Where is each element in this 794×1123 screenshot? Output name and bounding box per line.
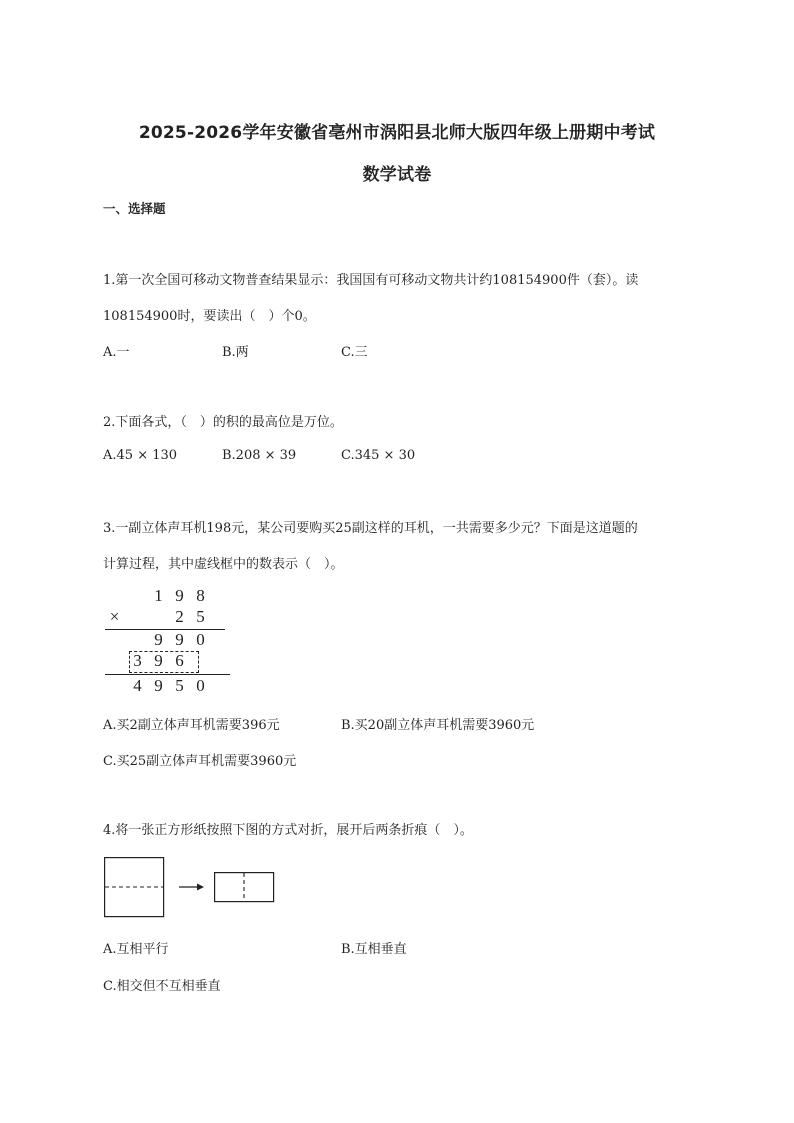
calc-digit: 8 [196,586,205,605]
calc-digit: 1 [154,586,163,605]
paper-folding-figure [100,853,290,921]
calc-digit: 3 [133,651,142,670]
calc-digit: 6 [175,651,184,670]
calc-digit: 9 [154,676,163,695]
question-1-option-b: B.两 [222,345,249,360]
question-3-stem-line1: 3.一副立体声耳机198元，某公司要购买25副这样的耳机，一共需要多少元？下面是这道题的 [103,521,638,536]
question-3-stem-line2: 计算过程，其中虚线框中的数表示（ ）。 [103,557,344,572]
calc-digit: 9 [154,630,163,649]
question-2-option-b: B.208 × 39 [222,448,297,463]
calc-digit: 2 [175,607,184,626]
document-title: 2025-2026学年安徽省亳州市涡阳县北师大版四年级上册期中考试 [138,123,656,143]
calc-digit: 5 [175,676,184,695]
question-1-option-a: A.一 [103,345,130,360]
question-3-option-a: A.买2副立体声耳机需要396元 [103,718,280,733]
question-2-stem: 2.下面各式，（ ）的积的最高位是万位。 [103,415,343,430]
question-3-option-c: C.买25副立体声耳机需要3960元 [103,754,297,769]
calc-digit: 0 [196,676,205,695]
multiply-sign: × [109,607,120,626]
question-1-stem-line1: 1.第一次全国可移动文物普查结果显示：我国国有可移动文物共计约108154900件（套）。读 [103,273,639,288]
question-4-option-c: C.相交但不互相垂直 [103,979,221,994]
calc-rule-2 [105,674,230,675]
calc-digit: 9 [175,586,184,605]
calc-digit: 4 [133,676,142,695]
section-heading: 一、选择题 [103,201,166,216]
calc-digit: 9 [175,630,184,649]
question-1-stem-line2: 108154900时，要读出（ ）个0。 [103,309,316,324]
question-4-stem: 4.将一张正方形纸按照下图的方式对折，展开后两条折痕（ ）。 [103,823,473,838]
question-3-option-b: B.买20副立体声耳机需要3960元 [341,718,535,733]
question-2-option-a: A.45 × 130 [103,448,178,463]
question-4-option-b: B.互相垂直 [341,942,407,957]
document-subtitle: 数学试卷 [362,165,432,185]
calc-digit: 9 [154,651,163,670]
right-arrow-icon [179,884,204,891]
question-2-option-c: C.345 × 30 [341,448,416,463]
calc-digit: 5 [196,607,205,626]
calc-digit: 0 [196,630,205,649]
question-4-option-a: A.互相平行 [103,942,169,957]
question-1-option-c: C.三 [341,345,368,360]
